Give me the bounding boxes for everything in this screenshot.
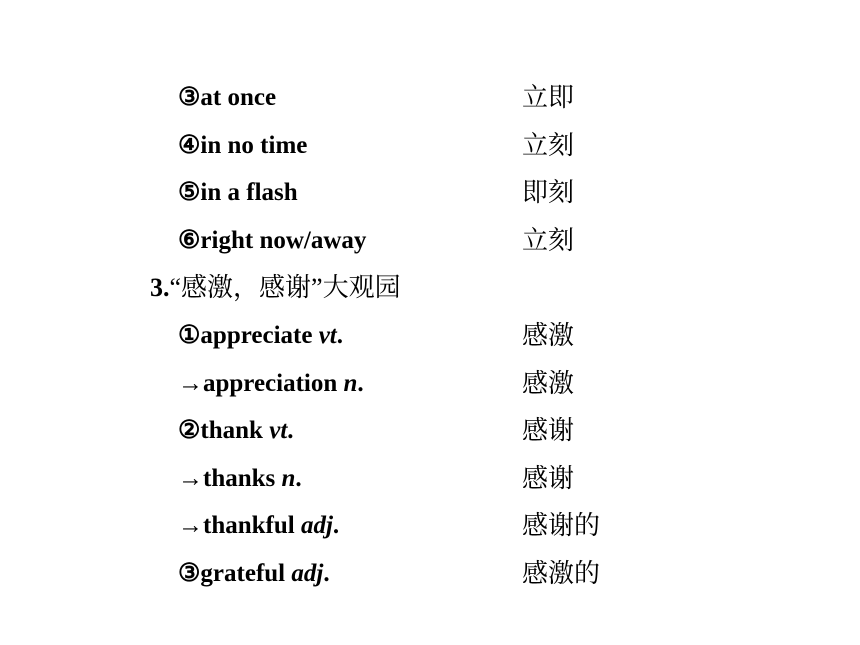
- vocab-term: [178, 459, 302, 499]
- arrow-icon: →: [178, 370, 203, 397]
- vocab-word: appreciate: [200, 322, 319, 349]
- item-marker: ③: [178, 84, 201, 111]
- vocab-row: [0, 459, 860, 499]
- vocab-row: [0, 411, 860, 451]
- part-of-speech: vt: [318, 322, 337, 349]
- vocab-word: in a flash: [200, 179, 298, 206]
- vocab-meaning: 感激: [522, 369, 575, 398]
- vocab-word: thanks: [203, 465, 282, 492]
- vocab-term: [178, 554, 330, 594]
- item-marker: ③: [178, 560, 201, 587]
- vocab-word: in no time: [200, 132, 308, 159]
- arrow-icon: →: [178, 465, 203, 492]
- vocab-meaning: 感谢: [522, 416, 575, 445]
- section-title: “感激，感谢”大观园: [169, 273, 401, 302]
- vocab-row: [0, 173, 860, 213]
- vocab-meaning: 感激: [522, 321, 575, 350]
- vocab-row: [0, 221, 860, 261]
- item-marker: ①: [178, 322, 201, 349]
- vocab-term: [178, 126, 307, 166]
- vocab-word: appreciation: [203, 370, 344, 397]
- part-of-speech: adj: [291, 560, 324, 587]
- vocab-word: at once: [200, 84, 277, 111]
- punctuation: .: [336, 322, 343, 349]
- vocab-meaning: 感谢: [522, 464, 575, 493]
- vocab-word: thank: [200, 417, 270, 444]
- item-marker: ⑤: [178, 179, 201, 206]
- punctuation: .: [357, 370, 364, 397]
- punctuation: .: [287, 417, 294, 444]
- vocab-term: [178, 173, 298, 213]
- part-of-speech: vt: [269, 417, 288, 444]
- vocab-word: right now/away: [200, 227, 367, 254]
- vocab-row: [0, 126, 860, 166]
- vocab-meaning: 感激的: [522, 559, 601, 588]
- vocab-meaning: 立刻: [522, 131, 575, 160]
- vocab-row: [0, 506, 860, 546]
- section-heading: [150, 268, 401, 308]
- vocab-meaning: 立即: [522, 83, 575, 112]
- punctuation: .: [332, 512, 340, 539]
- vocab-word: grateful: [200, 560, 292, 587]
- part-of-speech: n: [343, 370, 358, 397]
- vocab-term: [178, 316, 343, 356]
- vocab-meaning: 立刻: [522, 226, 575, 255]
- vocab-row: [0, 316, 860, 356]
- item-marker: ⑥: [178, 227, 201, 254]
- punctuation: .: [323, 560, 330, 587]
- vocab-term: [178, 78, 276, 118]
- vocab-term: [178, 411, 294, 451]
- vocab-row: [0, 554, 860, 594]
- vocab-term: [178, 506, 339, 546]
- part-of-speech: adj: [300, 512, 333, 539]
- punctuation: .: [295, 465, 302, 492]
- vocab-meaning: 感谢的: [522, 511, 601, 540]
- item-marker: ②: [178, 417, 201, 444]
- vocab-row: [0, 364, 860, 404]
- part-of-speech: n: [281, 465, 296, 492]
- vocab-word: thankful: [203, 512, 301, 539]
- vocab-meaning: 即刻: [522, 178, 575, 207]
- vocab-row: [0, 78, 860, 118]
- vocab-term: [178, 364, 364, 404]
- item-marker: ④: [178, 132, 201, 159]
- arrow-icon: →: [178, 512, 203, 539]
- section-number: 3.: [150, 273, 170, 302]
- vocab-term: [178, 221, 366, 261]
